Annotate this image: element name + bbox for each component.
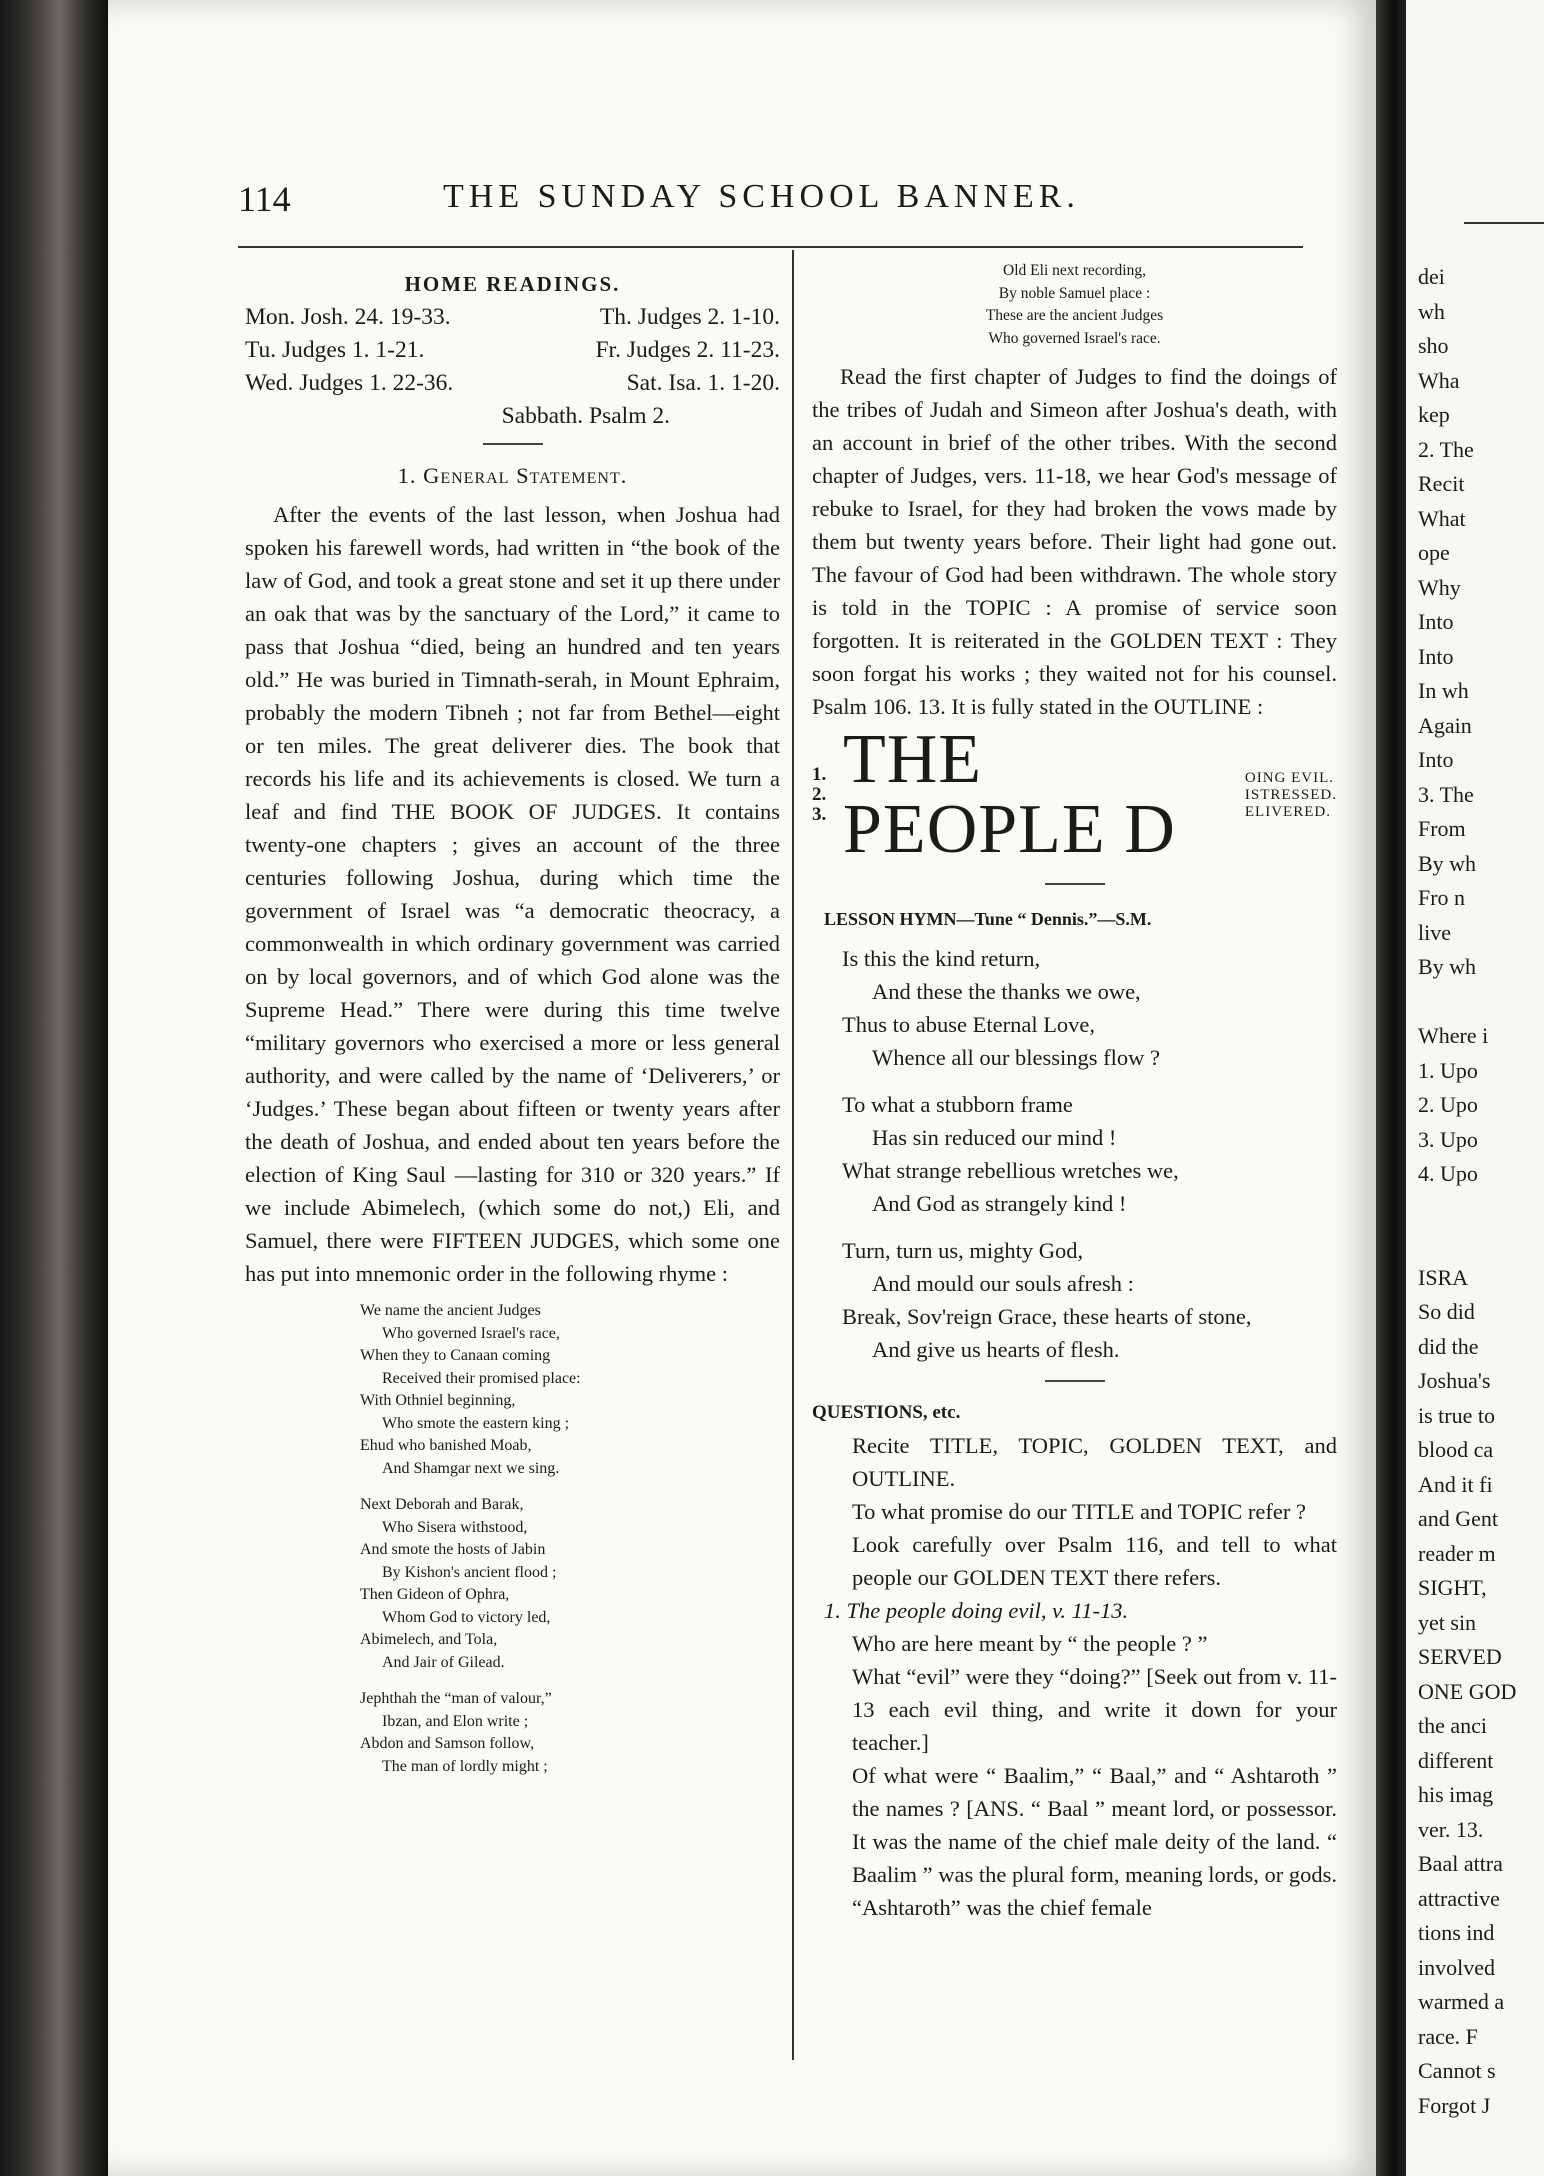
fragment-line: 3. The [1418, 781, 1474, 807]
fragment-line: So did [1418, 1299, 1475, 1324]
running-title: THE SUNDAY SCHOOL BANNER. [443, 178, 1080, 215]
poem-line: Next Deborah and Barak, [360, 1496, 524, 1513]
fragment-line: yet sin [1418, 1609, 1477, 1635]
reading: Fr. Judges 2. 11-23. [595, 337, 780, 363]
fragment-line: Wha [1418, 367, 1460, 393]
rhyme-stanza [360, 1494, 780, 1674]
lesson-intro: Read the first chapter of Judges to find the doings of the tribes of Judah and Simeon after Joshua's death, with an account in brief of the other tribes. With the second chapter of Judges, vers. 11-18, we hear God's message of rebuke to Israel, for they had broken the vows made by them but twenty years before. Their light had gone out. The favour of God had been withdrawn. The whole story is told in the TOPIC : A promise of service soon forgotten. It is reiterated in the GOLDEN TEXT : They soon forgat his works ; they waited not for his counsel. Psalm 106. 13. It is fully stated in the OUTLINE : [812, 364, 1337, 719]
poem-line: Who governed Israel's race. [988, 329, 1161, 347]
poem-line: These are the ancient Judges [985, 307, 1164, 324]
reading: Mon. Josh. 24. 19-33. [245, 304, 451, 330]
hymn-line: What strange rebellious wretches we, [842, 1158, 1179, 1183]
fragment-line: different [1418, 1747, 1494, 1773]
fragment-line: race. F [1418, 2023, 1478, 2049]
poem-line: And Shamgar next we sing. [382, 1459, 560, 1477]
reading: Th. Judges 2. 1-10. [599, 304, 780, 330]
poem-line: By Kishon's ancient flood ; [382, 1563, 557, 1581]
rhyme-stanza [360, 1688, 780, 1778]
fragment-line: reader m [1418, 1540, 1496, 1566]
fragment-line: ope [1418, 540, 1450, 565]
poem-line: Who smote the eastern king ; [382, 1414, 570, 1432]
hymn-line: Turn, turn us, mighty God, [842, 1238, 1084, 1263]
hymn-line: To what a stubborn frame [842, 1092, 1073, 1117]
lesson-outline [812, 721, 1337, 868]
poem-line: By noble Samuel place : [998, 284, 1151, 302]
header-rule [238, 246, 1303, 248]
fragment-line: Why [1418, 574, 1461, 600]
home-readings [245, 301, 780, 433]
fragment-line: sho [1418, 333, 1449, 358]
fragment-line: SERVED [1418, 1644, 1502, 1669]
poem-line: And Jair of Gilead. [382, 1653, 505, 1671]
fragment-line: 1. Upo [1418, 1057, 1478, 1083]
home-readings-heading: HOME READINGS. [404, 272, 621, 296]
reading: Tu. Judges 1. 1-21. [245, 337, 425, 363]
reading: Wed. Judges 1. 22-36. [245, 370, 454, 396]
poem-line: Received their promised place: [382, 1369, 581, 1387]
outline-points [1245, 770, 1337, 821]
fragment-line: Forgot J [1418, 2092, 1491, 2118]
outline-point: OING EVIL. [1244, 769, 1335, 786]
hymn-line: And these the thanks we owe, [872, 979, 1141, 1004]
question: What “evil” were they “doing?” [Seek out from v. 11-13 each evil thing, and write it down for your teacher.] [852, 1664, 1338, 1755]
hymn-heading: LESSON HYMN—Tune “ Dennis.”—S.M. [824, 909, 1152, 929]
fragment-line: Where i [1418, 1023, 1489, 1048]
hymn-line: Is this the kind return, [842, 946, 1041, 971]
poem-line: Who governed Israel's race, [382, 1324, 560, 1342]
reading-row [245, 367, 780, 400]
fragment-line: ver. 13. [1418, 1816, 1484, 1842]
fragment-line: ONE GOD [1418, 1678, 1517, 1704]
divider [483, 443, 543, 445]
lesson-hymn [812, 903, 1337, 1366]
poem-line: Old Eli next recording, [1003, 262, 1146, 279]
outline-number: 3. [812, 804, 827, 825]
outline-number: 2. [812, 784, 827, 805]
next-page-fragments [1418, 260, 1544, 2123]
fragment-line: dei [1418, 264, 1445, 289]
rhyme-end [812, 260, 1337, 350]
sabbath-reading: Sabbath. Psalm 2. [501, 403, 670, 429]
judges-rhyme [360, 1300, 780, 1778]
page-gutter [1376, 0, 1406, 2176]
question: To what promise do our TITLE and TOPIC refer ? [852, 1499, 1306, 1524]
poem-line: Jephthah the “man of valour,” [360, 1690, 552, 1707]
fragment-line: Joshua's [1418, 1368, 1491, 1393]
next-page-rule [1464, 222, 1544, 224]
column-divider [792, 250, 794, 2060]
poem-line: Ehud who banished Moab, [360, 1437, 532, 1454]
hymn-line: And mould our souls afresh : [872, 1271, 1134, 1296]
fragment-line: did the [1418, 1333, 1479, 1359]
fragment-line: Cannot s [1418, 2058, 1496, 2083]
statement-text: After the events of the last lesson, when Joshua had spoken his farewell words, had written in “the book of the law of God, and took a great stone and set it up there under an oak that was by the sanctuary of the Lord,” it came to pass that Joshua “died, being an hundred and ten years old.” He was buried in Timnath-serah, in Mount Ephraim, probably the modern Tibneh ; not far from Bethel—eight or ten miles. The great deliverer dies. The book that records his life and its achievements is closed. We turn a leaf and find THE BOOK OF JUDGES. It contains twenty-one chapters ; gives an account of the three centuries following Joshua, during which time the government of Israel was “a democratic theocracy, a commonwealth in which ordinary government was carried on by local governors, and of which God alone was the Supreme Head.” There were during this time twelve “military governors who exercised a more or less general authority, and were called by the name of ‘Deliverers,’ or ‘Judges.’ These began about fifteen or twenty years after the death of Joshua, and ended about ten years before the election of King Saul —lasting for 310 or 320 years.” If we include Abimelech, (which some do not,) Eli, and Samuel, there were FIFTEEN JUDGES, which some one has put into mnemonic order in the following rhyme : [245, 502, 780, 1286]
hymn-stanza [812, 1234, 1337, 1366]
poem-line: Abimelech, and Tola, [360, 1631, 498, 1648]
fragment-line: his imag [1418, 1782, 1494, 1807]
fragment-line: 3. Upo [1418, 1126, 1478, 1152]
left-column [245, 268, 780, 1792]
hymn-line: And give us hearts of flesh. [872, 1337, 1120, 1362]
fragment-line: By wh [1418, 850, 1477, 876]
reading: Sat. Isa. 1. 1-20. [626, 370, 780, 396]
fragment-line: 4. Upo [1418, 1161, 1478, 1186]
fragment-line: Recit [1418, 471, 1465, 496]
poem-line: With Othniel beginning, [360, 1392, 516, 1409]
fragment-line: tions ind [1418, 1920, 1495, 1945]
question: Recite TITLE, TOPIC, GOLDEN TEXT, and OUTLINE. [852, 1433, 1337, 1491]
fragment-line [1418, 1192, 1544, 1227]
fragment-line: And it fi [1418, 1471, 1493, 1497]
divider [1045, 1380, 1105, 1382]
fragment-line: involved [1418, 1954, 1495, 1980]
fragment-line: From [1418, 816, 1466, 841]
poem-line: When they to Canaan coming [360, 1347, 551, 1364]
hymn-line: Thus to abuse Eternal Love, [842, 1012, 1096, 1037]
poem-line: Then Gideon of Ophra, [360, 1586, 510, 1603]
questions-section [812, 1396, 1337, 1924]
poem-line: Ibzan, and Elon write ; [382, 1712, 529, 1730]
fragment-line: Into [1418, 747, 1454, 772]
outline-numbers [812, 765, 843, 825]
reading-row [245, 301, 780, 334]
fragment-line: 2. The [1418, 436, 1474, 462]
fragment-line: SIGHT, [1418, 1575, 1487, 1600]
fragment-line: warmed a [1418, 1989, 1505, 2014]
poem-line: And smote the hosts of Jabin [360, 1541, 546, 1558]
fragment-line: Again [1418, 712, 1472, 738]
hymn-line: And God as strangely kind ! [872, 1191, 1127, 1216]
hymn-line: Break, Sov'reign Grace, these hearts of stone, [842, 1304, 1252, 1329]
next-page-edge [1406, 0, 1544, 2176]
divider [1045, 883, 1105, 885]
page-number: 114 [238, 179, 291, 219]
fragment-line: ISRA [1418, 1264, 1469, 1290]
fragment-line [1418, 985, 1544, 1020]
section-heading: 1. The people doing evil, v. 11-13. [824, 1598, 1129, 1623]
book-spine [0, 0, 108, 2176]
outline-title: THE PEOPLE D [843, 721, 1176, 868]
outline-point: ISTRESSED. [1244, 786, 1337, 803]
hymn-line: Whence all our blessings flow ? [872, 1045, 1161, 1070]
page-header [238, 178, 1303, 228]
hymn-line: Has sin reduced our mind ! [872, 1125, 1117, 1150]
poem-line: Whom God to victory led, [382, 1608, 551, 1626]
fragment-line: wh [1418, 298, 1445, 324]
fragment-line: attractive [1418, 1885, 1500, 1911]
poem-line: Who Sisera withstood, [382, 1518, 528, 1536]
fragment-line: 2. Upo [1418, 1092, 1478, 1117]
fragment-line: Into [1418, 643, 1454, 669]
outline-point: ELIVERED. [1244, 803, 1331, 820]
poem-line: We name the ancient Judges [360, 1302, 541, 1319]
fragment-line: Into [1418, 609, 1454, 634]
statement-heading: 1. General Statement. [397, 463, 628, 488]
fragment-line: live [1418, 919, 1451, 945]
right-column [812, 260, 1337, 1924]
fragment-line: kep [1418, 402, 1450, 427]
rhyme-stanza [360, 1300, 780, 1480]
hymn-stanza [812, 942, 1337, 1074]
fragment-line: In wh [1418, 678, 1469, 703]
fragment-line: the anci [1418, 1713, 1488, 1738]
fragment-line: is true to [1418, 1402, 1495, 1428]
reading-row [245, 334, 780, 367]
questions-heading: QUESTIONS, etc. [812, 1402, 961, 1423]
question: Of what were “ Baalim,” “ Baal,” and “ Ashtaroth ” the names ? [ANS. “ Baal ” meant lord, or possessor. It was the name of the chief male deity of the land. “ Baalim ” was the plural form, meaning lords, or gods. “Ashtaroth” was the chief female [852, 1763, 1337, 1920]
poem-line: Abdon and Samson follow, [360, 1735, 535, 1752]
fragment-line: What [1418, 505, 1466, 531]
fragment-line: Baal attra [1418, 1851, 1503, 1876]
fragment-line: Fro n [1418, 885, 1466, 910]
fragment-line [1418, 1226, 1544, 1261]
question: Look carefully over Psalm 116, and tell to what people our GOLDEN TEXT there refers. [852, 1532, 1337, 1590]
question: Who are here meant by “ the people ? ” [852, 1631, 1208, 1656]
fragment-line: By wh [1418, 954, 1477, 979]
fragment-line: and Gent [1418, 1506, 1499, 1531]
poem-line: The man of lordly might ; [382, 1757, 548, 1775]
fragment-line: blood ca [1418, 1437, 1494, 1462]
outline-number: 1. [812, 764, 827, 785]
hymn-stanza [812, 1088, 1337, 1220]
